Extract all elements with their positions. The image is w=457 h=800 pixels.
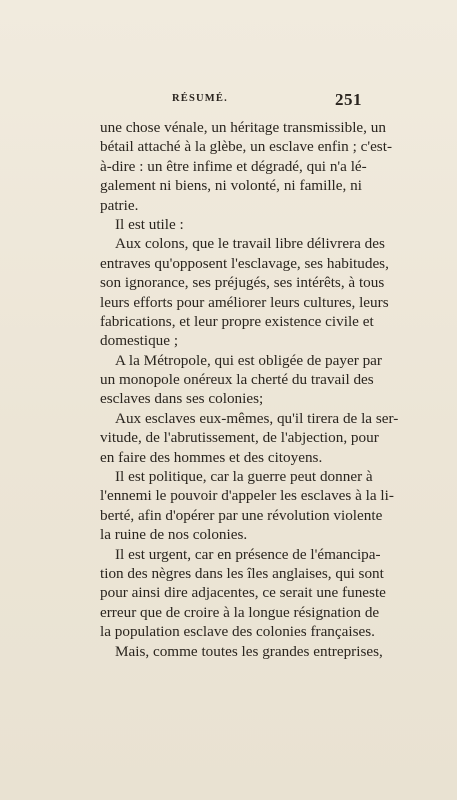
page-number: 251 (335, 90, 362, 109)
text-line: berté, afin d'opérer par une révolution violente (100, 506, 383, 524)
text-line: A la Métropole, qui est obligée de payer par (115, 351, 382, 369)
body-text (100, 118, 399, 661)
text-line: une chose vénale, un héritage transmissible, un (100, 119, 386, 136)
text-line: Il est urgent, car en présence de l'émancipa- (115, 545, 381, 563)
text-line: un monopole onéreux la cherté du travail des (100, 371, 374, 389)
text-line: patrie. (100, 196, 139, 214)
text-line: Il est utile : (115, 215, 184, 233)
text-line: pour ainsi dire adjacentes, ce serait une funeste (100, 584, 386, 602)
text-line: son ignorance, ses préjugés, ses intérêts, à tous (100, 274, 385, 292)
text-line: Mais, comme toutes les grandes entreprises, (115, 642, 383, 660)
text-line: tion des nègres dans les îles anglaises, qui sont (100, 564, 384, 582)
text-line: à-dire : un être infime et dégradé, qui n'a lé- (100, 157, 367, 175)
text-line: l'ennemi le pouvoir d'appeler les esclaves à la li- (100, 487, 394, 505)
text-line: erreur que de croire à la longue résignation de (100, 603, 380, 621)
text-line: leurs efforts pour améliorer leurs cultures, leurs (100, 293, 389, 311)
text-line: galement ni biens, ni volonté, ni famille, ni (100, 177, 362, 195)
text-line: esclaves dans ses colonies; (100, 390, 264, 408)
text-line: la population esclave des colonies françaises. (100, 623, 375, 641)
text-line: bétail attaché à la glèbe, un esclave enfin ; c'est- (100, 138, 392, 156)
page-header (100, 90, 362, 111)
text-line: Aux colons, que le travail libre délivrera des (115, 235, 385, 253)
text-line: la ruine de nos colonies. (100, 526, 248, 544)
text-line: Il est politique, car la guerre peut donner à (115, 468, 373, 486)
text-line: vitude, de l'abrutissement, de l'abjection, pour (100, 429, 379, 447)
text-line: entraves qu'opposent l'esclavage, ses habitudes, (100, 254, 389, 272)
text-line: en faire des hommes et des citoyens. (100, 448, 323, 466)
text-line: Aux esclaves eux-mêmes, qu'il tirera de la ser- (115, 409, 399, 427)
running-title: RÉSUMÉ. (172, 93, 228, 104)
text-line: fabrications, et leur propre existence civile et (100, 312, 374, 330)
text-line: domestique ; (100, 332, 179, 350)
